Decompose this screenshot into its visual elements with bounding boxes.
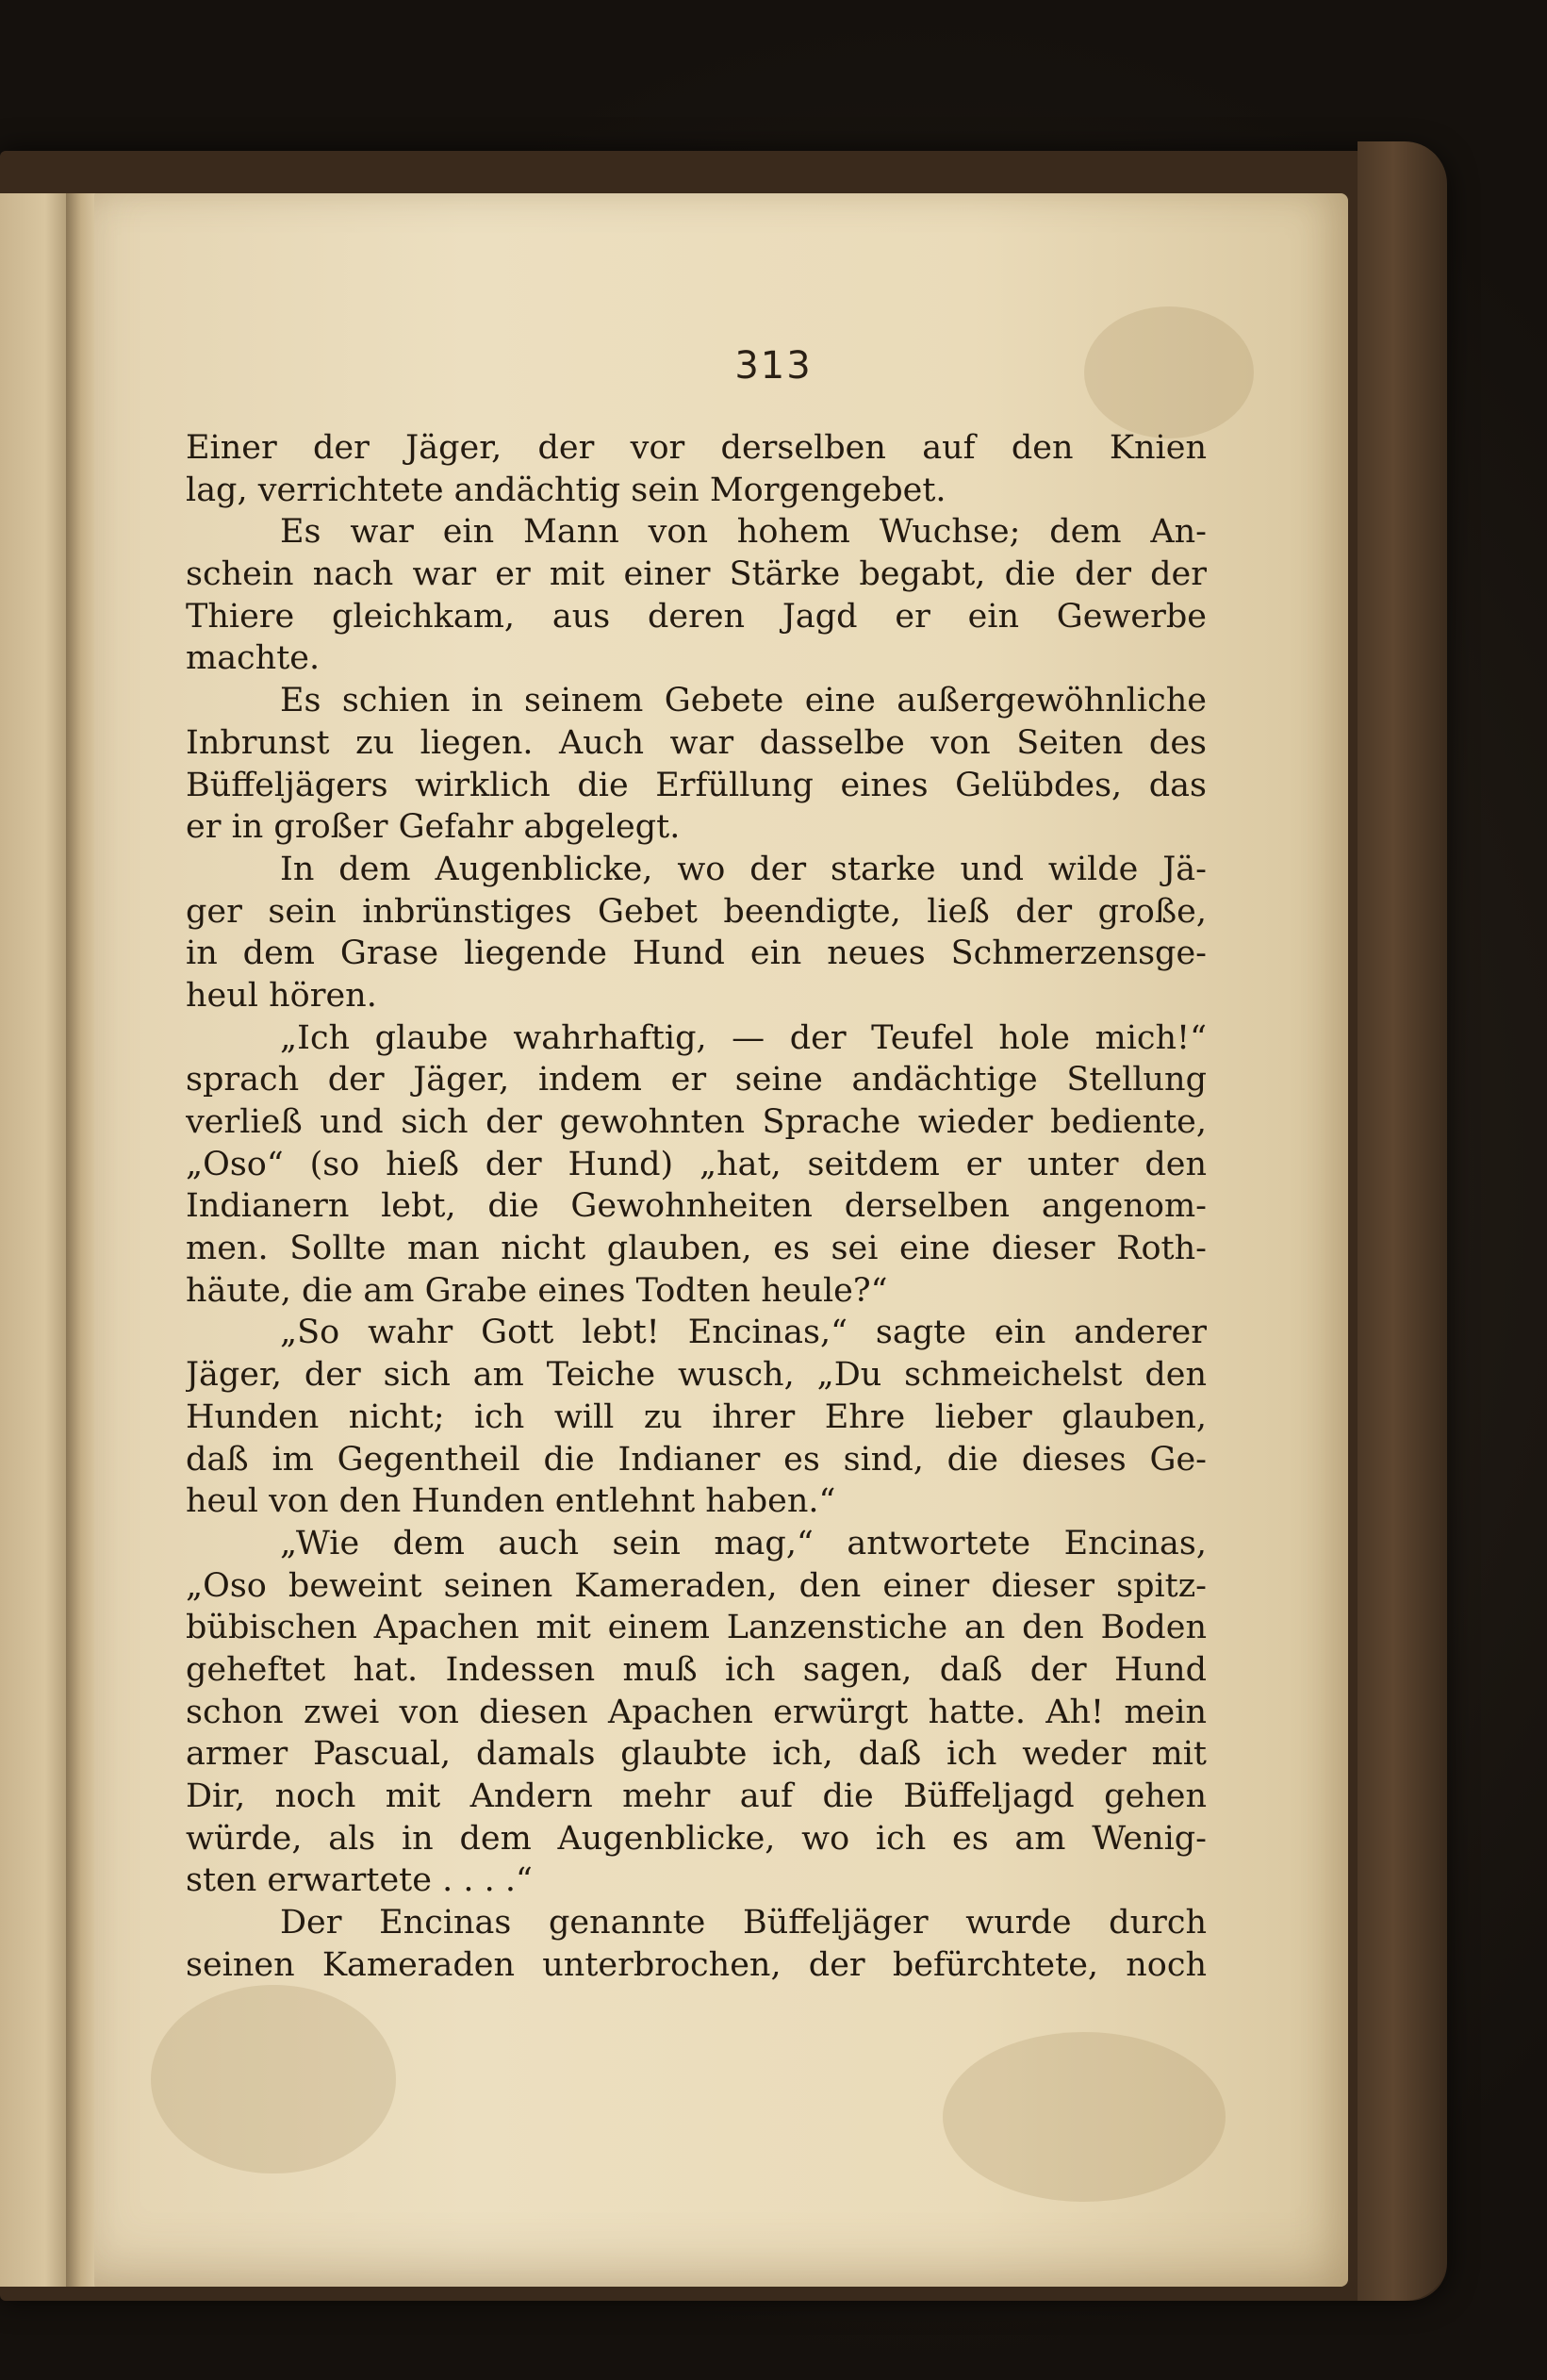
left-page-edge — [0, 193, 75, 2287]
text-line: schein nach war er mit einer Stärke begabt, die der der — [186, 555, 1207, 594]
text-line: machte. — [186, 639, 321, 678]
text-line: Hunden nicht; ich will zu ihrer Ehre lieber glauben, — [186, 1397, 1207, 1436]
text-line: Einer der Jäger, der vor derselben auf den Knien — [186, 429, 1207, 467]
text-line: häute, die am Grabe eines Todten heule?“ — [186, 1271, 888, 1310]
text-line: geheftet hat. Indessen muß ich sagen, daß der Hund — [186, 1650, 1207, 1689]
text-line: heul hören. — [186, 976, 377, 1015]
text-line: daß im Gegentheil die Indianer es sind, die dieses Ge- — [186, 1440, 1207, 1479]
text-line: In dem Augenblicke, wo der starke und wilde Jä- — [280, 850, 1207, 888]
text-line: Thiere gleichkam, aus deren Jagd er ein Gewerbe — [186, 597, 1207, 636]
book-cover-edge — [1358, 141, 1447, 2301]
text-line: schon zwei von diesen Apachen erwürgt hatte. Ah! mein — [186, 1693, 1207, 1731]
text-line: in dem Grase liegende Hund ein neues Schmerzensge- — [186, 934, 1207, 973]
text-line: armer Pascual, damals glaubte ich, daß ich weder mit — [186, 1735, 1207, 1774]
text-line: lag, verrichtete andächtig sein Morgengebet. — [186, 471, 946, 509]
text-line: Es schien in seinem Gebete eine außergewöhnliche — [280, 682, 1207, 720]
text-line: Es war ein Mann von hohem Wuchse; dem An- — [280, 513, 1207, 552]
text-line: Inbrunst zu liegen. Auch war dasselbe von Seiten des — [186, 723, 1207, 762]
text-line: „So wahr Gott lebt! Encinas,“ sagte ein anderer — [280, 1314, 1207, 1352]
text-line: bübischen Apachen mit einem Lanzenstiche an den Boden — [186, 1609, 1207, 1647]
body-text — [186, 427, 1207, 2106]
text-line: seinen Kameraden unterbrochen, der befürchtete, noch — [186, 1945, 1207, 1984]
text-line: heul von den Hunden entlehnt haben.“ — [186, 1482, 836, 1521]
text-line: ger sein inbrünstiges Gebet beendigte, ließ der große, — [186, 892, 1207, 931]
text-line: „Ich glaube wahrhaftig, — der Teufel hole mich!“ — [280, 1018, 1207, 1057]
text-line: Dir, noch mit Andern mehr auf die Büffeljagd gehen — [186, 1777, 1207, 1815]
text-line: Jäger, der sich am Teiche wusch, „Du schmeichelst den — [186, 1356, 1207, 1395]
text-line: „Oso“ (so hieß der Hund) „hat, seitdem er unter den — [186, 1145, 1207, 1183]
text-line: Indianern lebt, die Gewohnheiten derselben angenom- — [186, 1187, 1207, 1226]
page-number: 313 — [734, 344, 813, 388]
text-line: verließ und sich der gewohnten Sprache wieder bediente, — [186, 1103, 1207, 1141]
text-line: würde, als in dem Augenblicke, wo ich es am Wenig- — [186, 1819, 1207, 1858]
text-line: men. Sollte man nicht glauben, es sei eine dieser Roth- — [186, 1230, 1207, 1268]
text-line: Büffeljägers wirklich die Erfüllung eines Gelübdes, das — [186, 766, 1207, 804]
text-line: „Oso beweint seinen Kameraden, den einer dieser spitz- — [186, 1566, 1207, 1605]
text-line: Der Encinas genannte Büffeljäger wurde durch — [280, 1904, 1207, 1942]
text-line: er in großer Gefahr abgelegt. — [186, 808, 681, 847]
text-line: „Wie dem auch sein mag,“ antwortete Encinas, — [280, 1524, 1207, 1562]
text-line: sten erwartete . . . .“ — [186, 1861, 533, 1900]
text-line: sprach der Jäger, indem er seine andächtige Stellung — [186, 1061, 1207, 1099]
